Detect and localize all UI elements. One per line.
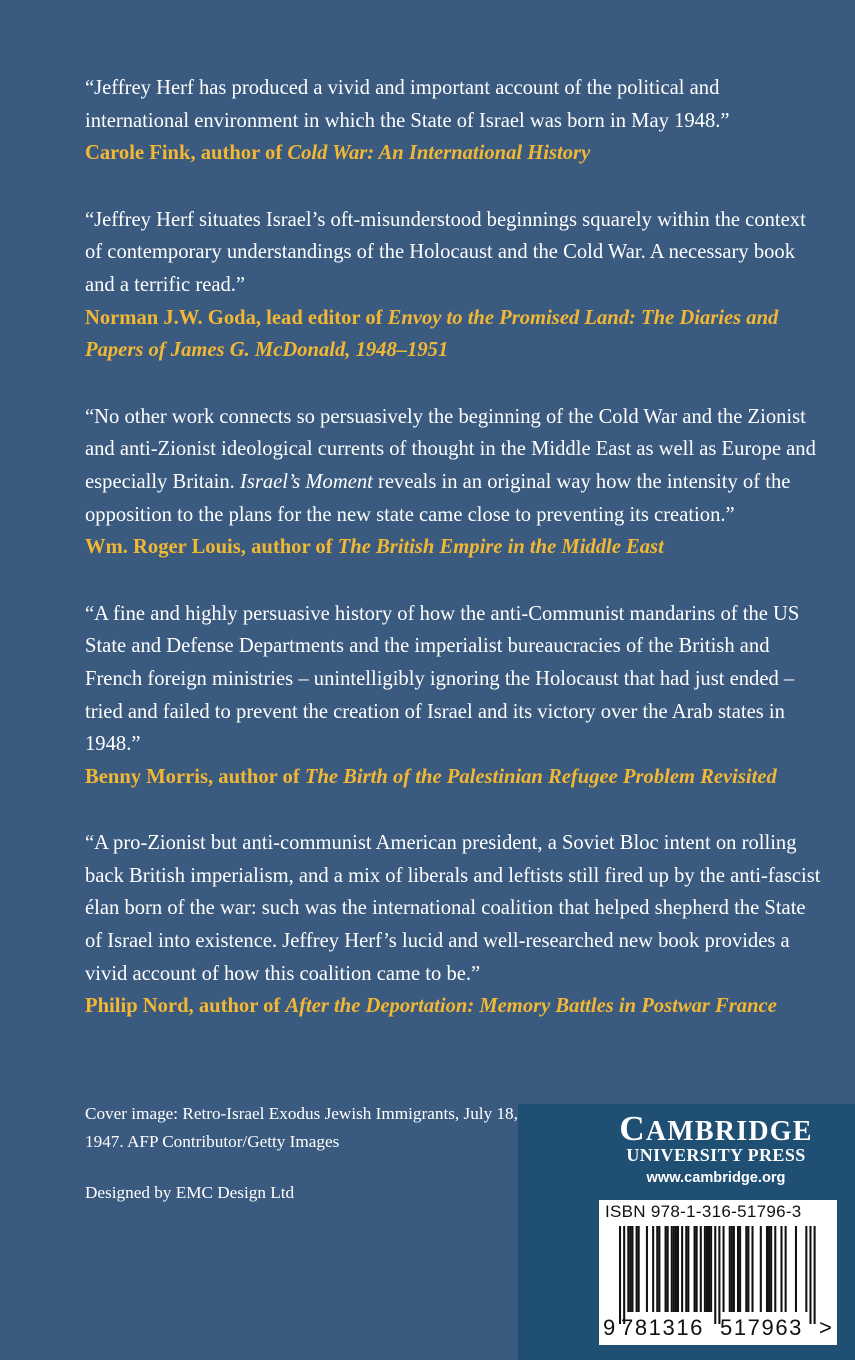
barcode-bar [623,1226,625,1324]
barcode-bar [687,1226,689,1312]
endorsement-attribution [85,990,825,1023]
barcode-bar [667,1226,669,1312]
endorsement-4 [85,598,825,794]
endorsement-5 [85,827,825,1023]
endorsement-attribution [85,531,825,564]
barcode-bar [652,1226,654,1312]
designer-credit: Designed by EMC Design Ltd [85,1183,295,1202]
barcode-bar [638,1226,640,1312]
barcode-bar [673,1226,675,1312]
barcode-bar [708,1226,710,1312]
barcode-bar [646,1226,648,1312]
endorsements [85,72,825,1023]
barcode-bar [795,1226,797,1312]
author-credit: Benny Morris, author of [85,765,305,788]
cover-image-credit: Cover image: Retro-Israel Exodus Jewish Immigrants, July 18, 1947. AFP Contributor/Getty Images [85,1104,518,1151]
cover-credits [85,1100,525,1207]
endorsement-quote: “A pro-Zionist but anti-communist American president, a Soviet Bloc intent on rolling back British imperialism, and a mix of liberals and leftists still fired up by the anti-fascist élan born of the war: such was the international coalition that helped shepherd the State of Israel into existence. Jeffrey Herf’s lucid and well-researched new book provides a vivid account of how this coalition came to be.” [85,832,821,985]
barcode-bar [694,1226,696,1312]
publisher-subtitle: UNIVERSITY PRESS [626,1145,806,1165]
barcode-bar [714,1226,716,1324]
endorsement-2 [85,204,825,367]
author-credit: Norman J.W. Goda, lead editor of [85,306,388,329]
quote-book-title: Israel’s Moment [239,470,373,493]
barcode-bar [675,1226,677,1312]
barcode-right-digits: 517963 [720,1315,804,1340]
barcode-bar [658,1226,660,1312]
endorsement-attribution [85,761,825,794]
author-work-title: Cold War: An International History [287,142,591,165]
barcode-bar [681,1226,683,1312]
author-credit: Wm. Roger Louis, author of [85,536,338,559]
barcode-digits [599,1314,837,1342]
publisher-initial: C [619,1109,646,1148]
barcode-bar [780,1226,782,1312]
publisher-url: www.cambridge.org [646,1170,786,1186]
endorsement-quote: “A fine and highly persuasive history of how the anti-Communist mandarins of the US State and Defense Departments and the imperialist bureaucracies of the British and French foreign ministries – unintelligibly ignoring the Holocaust that had just ended – tried and failed to prevent the creation of Israel and its victory over the Arab states in 1948.” [85,602,800,756]
barcode-bar [774,1226,776,1312]
barcode-bar [805,1226,807,1312]
barcode-bar [760,1226,762,1312]
barcode-bar [814,1226,816,1324]
barcode-bar [737,1226,739,1312]
barcode-bar [809,1226,811,1324]
barcode-bar [700,1226,702,1312]
barcode-bar [627,1226,629,1312]
barcode-lead-digit: 9 [603,1315,616,1340]
barcode-bar [770,1226,772,1312]
isbn-number: ISBN 978-1-316-51796-3 [605,1202,802,1221]
author-work-title: The British Empire in the Middle East [337,536,664,559]
barcode-bar [747,1226,749,1312]
barcode-bar [619,1226,621,1324]
author-credit: Philip Nord, author of [85,995,286,1018]
barcode-bar [696,1226,698,1312]
barcode-bar [629,1226,631,1312]
barcode-bar [636,1226,638,1312]
endorsement-3 [85,401,825,564]
barcode-bar [751,1226,753,1312]
barcode-bar [785,1226,787,1312]
barcode-bar [656,1226,658,1312]
endorsement-1 [85,72,825,170]
barcode-bar [745,1226,747,1312]
quote-text: reveals in an original way how the intensity of the opposition to the plans for the new state came close to preventing its creation.” [85,470,791,526]
barcode-bar [729,1226,731,1312]
quote-text: “No other work connects so persuasively the beginning of the Cold War and the Zionist and anti-Zionist ideological currents of thought in the Middle East as well as Europe and especially Britain. [85,405,816,493]
author-work-title: Envoy to the Promised Land: The Diaries and Papers of James G. McDonald, 1948–1951 [85,306,779,362]
publisher-panel [518,1104,855,1360]
barcode-bar [766,1226,768,1312]
isbn-barcode [599,1200,837,1345]
endorsement-quote: “Jeffrey Herf situates Israel’s oft-misunderstood beginnings squarely within the context of contemporary understandings of the Holocaust and the Cold War. A necessary book and a terrific read.” [85,208,806,296]
barcode-bar [704,1226,706,1312]
barcode-bar [718,1226,720,1324]
barcode-bar [739,1226,741,1312]
barcode-quiet-mark: > [819,1315,832,1340]
endorsement-attribution [85,302,825,367]
barcode-bar [768,1226,770,1312]
author-credit: Carole Fink, author of [85,142,288,165]
publisher-name: AMBRIDGE [645,1116,813,1147]
endorsement-attribution [85,137,825,170]
barcode-bar [631,1226,633,1312]
barcode-bar [671,1226,673,1312]
barcode-bar [706,1226,708,1312]
barcode-bar [731,1226,733,1312]
barcode-left-digits: 781316 [621,1315,705,1340]
endorsement-quote: “Jeffrey Herf has produced a vivid and important account of the political and international environment in which the State of Israel was born in May 1948.” [85,77,730,132]
author-work-title: After the Deportation: Memory Battles in Postwar France [285,995,777,1018]
barcode-bar [665,1226,667,1312]
author-work-title: The Birth of the Palestinian Refugee Problem Revisited [304,765,777,788]
barcode-bar [723,1226,725,1312]
barcode-bar [685,1226,687,1312]
barcode-bar [710,1226,712,1312]
barcode-bar [677,1226,679,1312]
barcode-bar [733,1226,735,1312]
endorsement-quote [85,401,825,531]
